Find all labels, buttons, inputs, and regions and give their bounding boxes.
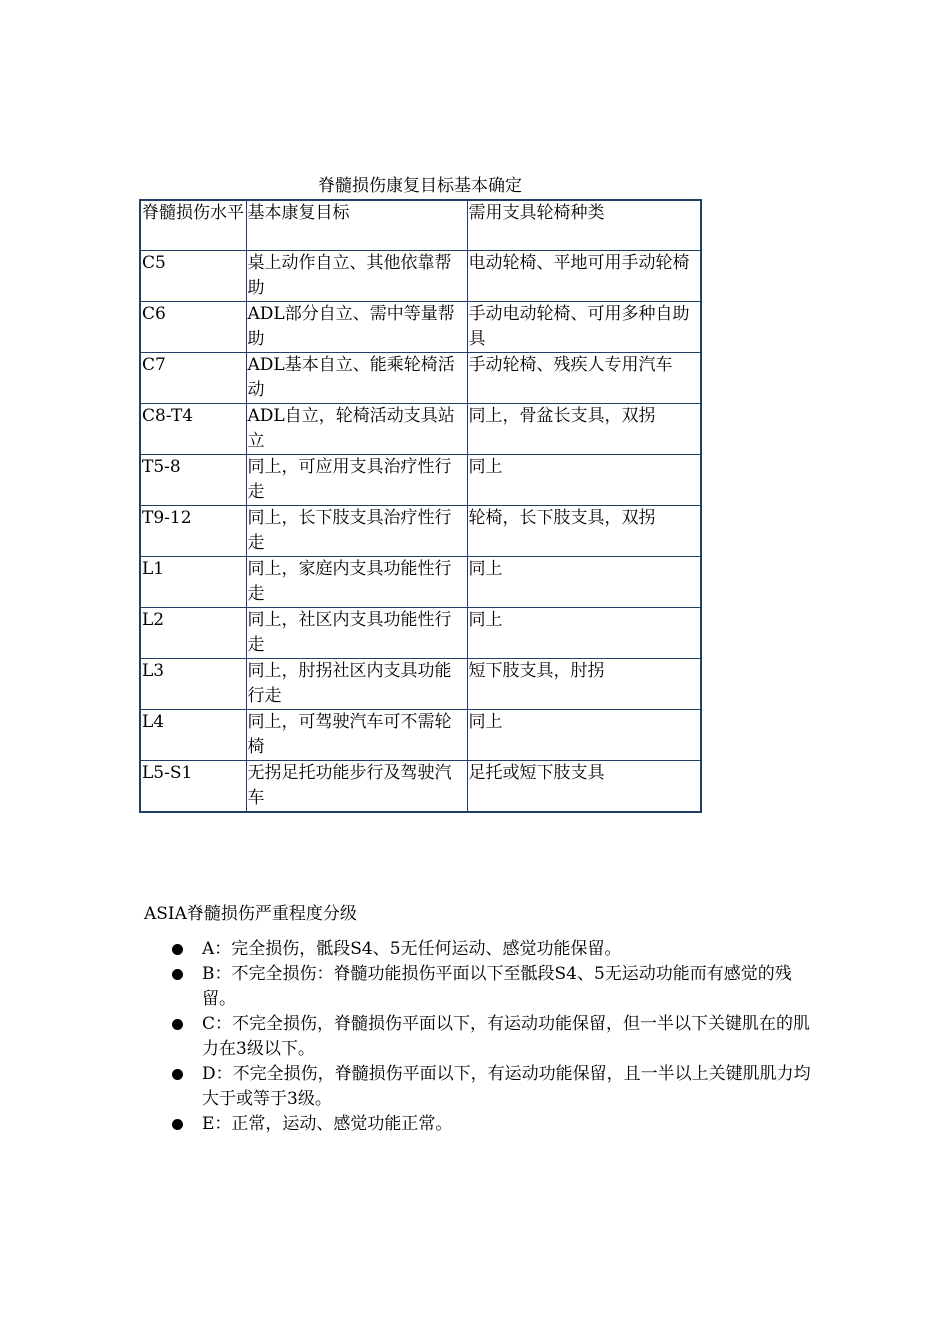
cell-equipment: 手动轮椅、残疾人专用汽车 — [467, 352, 701, 403]
cell-equipment: 同上 — [467, 556, 701, 607]
list-item — [172, 937, 812, 962]
grade-text: A：完全损伤，骶段S4、5无任何运动、感觉功能保留。 — [202, 939, 622, 959]
cell-equipment: 同上 — [467, 454, 701, 505]
bullet-icon — [172, 944, 183, 955]
cell-level: L4 — [140, 709, 246, 760]
bullet-icon — [172, 1069, 183, 1080]
cell-level: T5-8 — [140, 454, 246, 505]
asia-prefix: ASIA — [144, 904, 187, 924]
cell-equipment: 同上 — [467, 709, 701, 760]
cell-goal: 同上，肘拐社区内支具功能行走 — [246, 658, 467, 709]
table-row — [140, 301, 701, 352]
cell-goal: 同上，家庭内支具功能性行走 — [246, 556, 467, 607]
header-cell-goal: 基本康复目标 — [246, 200, 467, 250]
cell-equipment: 足托或短下肢支具 — [467, 760, 701, 812]
table-row — [140, 556, 701, 607]
cell-goal: ADL部分自立、需中等量帮助 — [246, 301, 467, 352]
cell-goal: 同上，社区内支具功能性行走 — [246, 607, 467, 658]
cell-goal: 同上，长下肢支具治疗性行走 — [246, 505, 467, 556]
cell-goal: 同上，可驾驶汽车可不需轮椅 — [246, 709, 467, 760]
cell-level: C6 — [140, 301, 246, 352]
header-cell-equipment: 需用支具轮椅种类 — [467, 200, 701, 250]
cell-equipment: 轮椅，长下肢支具，双拐 — [467, 505, 701, 556]
rehab-goals-table — [139, 199, 702, 813]
table-row — [140, 760, 701, 812]
cell-level: T9-12 — [140, 505, 246, 556]
cell-goal: 无拐足托功能步行及驾驶汽车 — [246, 760, 467, 812]
grade-text: C：不完全损伤，脊髓损伤平面以下，有运动功能保留，但一半以下关键肌在的肌力在3级以下。 — [202, 1014, 811, 1059]
list-item — [172, 1062, 812, 1112]
cell-goal: ADL基本自立、能乘轮椅活动 — [246, 352, 467, 403]
asia-grade-list — [172, 937, 812, 1137]
table-row — [140, 505, 701, 556]
cell-level: C7 — [140, 352, 246, 403]
cell-equipment: 同上 — [467, 607, 701, 658]
cell-goal: ADL自立，轮椅活动支具站立 — [246, 403, 467, 454]
grade-text: D：不完全损伤，脊髓损伤平面以下，有运动功能保留，且一半以上关键肌肌力均大于或等于3级。 — [202, 1064, 811, 1109]
cell-level: L5-S1 — [140, 760, 246, 812]
table-title: 脊髓损伤康复目标基本确定 — [318, 176, 522, 196]
cell-equipment: 手动电动轮椅、可用多种自助具 — [467, 301, 701, 352]
bullet-icon — [172, 1019, 183, 1030]
cell-level: L1 — [140, 556, 246, 607]
cell-equipment: 短下肢支具，肘拐 — [467, 658, 701, 709]
table-row — [140, 607, 701, 658]
table-row — [140, 352, 701, 403]
asia-section-title — [144, 901, 357, 927]
asia-title-text: 脊髓损伤严重程度分级 — [186, 904, 357, 924]
table-row — [140, 709, 701, 760]
cell-level: C5 — [140, 250, 246, 301]
table-row — [140, 454, 701, 505]
list-item — [172, 1012, 812, 1062]
bullet-icon — [172, 969, 183, 980]
list-item — [172, 962, 812, 1012]
header-cell-level: 脊髓损伤水平 — [140, 200, 246, 250]
grade-text: E：正常，运动、感觉功能正常。 — [202, 1114, 453, 1134]
cell-equipment: 同上，骨盆长支具，双拐 — [467, 403, 701, 454]
table-row — [140, 403, 701, 454]
list-item — [172, 1112, 812, 1137]
cell-level: L3 — [140, 658, 246, 709]
cell-goal: 同上，可应用支具治疗性行走 — [246, 454, 467, 505]
cell-level: C8-T4 — [140, 403, 246, 454]
table-row — [140, 658, 701, 709]
table-header-row — [140, 200, 701, 250]
cell-equipment: 电动轮椅、平地可用手动轮椅 — [467, 250, 701, 301]
table-row — [140, 250, 701, 301]
cell-goal: 桌上动作自立、其他依靠帮助 — [246, 250, 467, 301]
grade-text: B：不完全损伤：脊髓功能损伤平面以下至骶段S4、5无运动功能而有感觉的残留。 — [202, 964, 792, 1009]
cell-level: L2 — [140, 607, 246, 658]
bullet-icon — [172, 1119, 183, 1130]
